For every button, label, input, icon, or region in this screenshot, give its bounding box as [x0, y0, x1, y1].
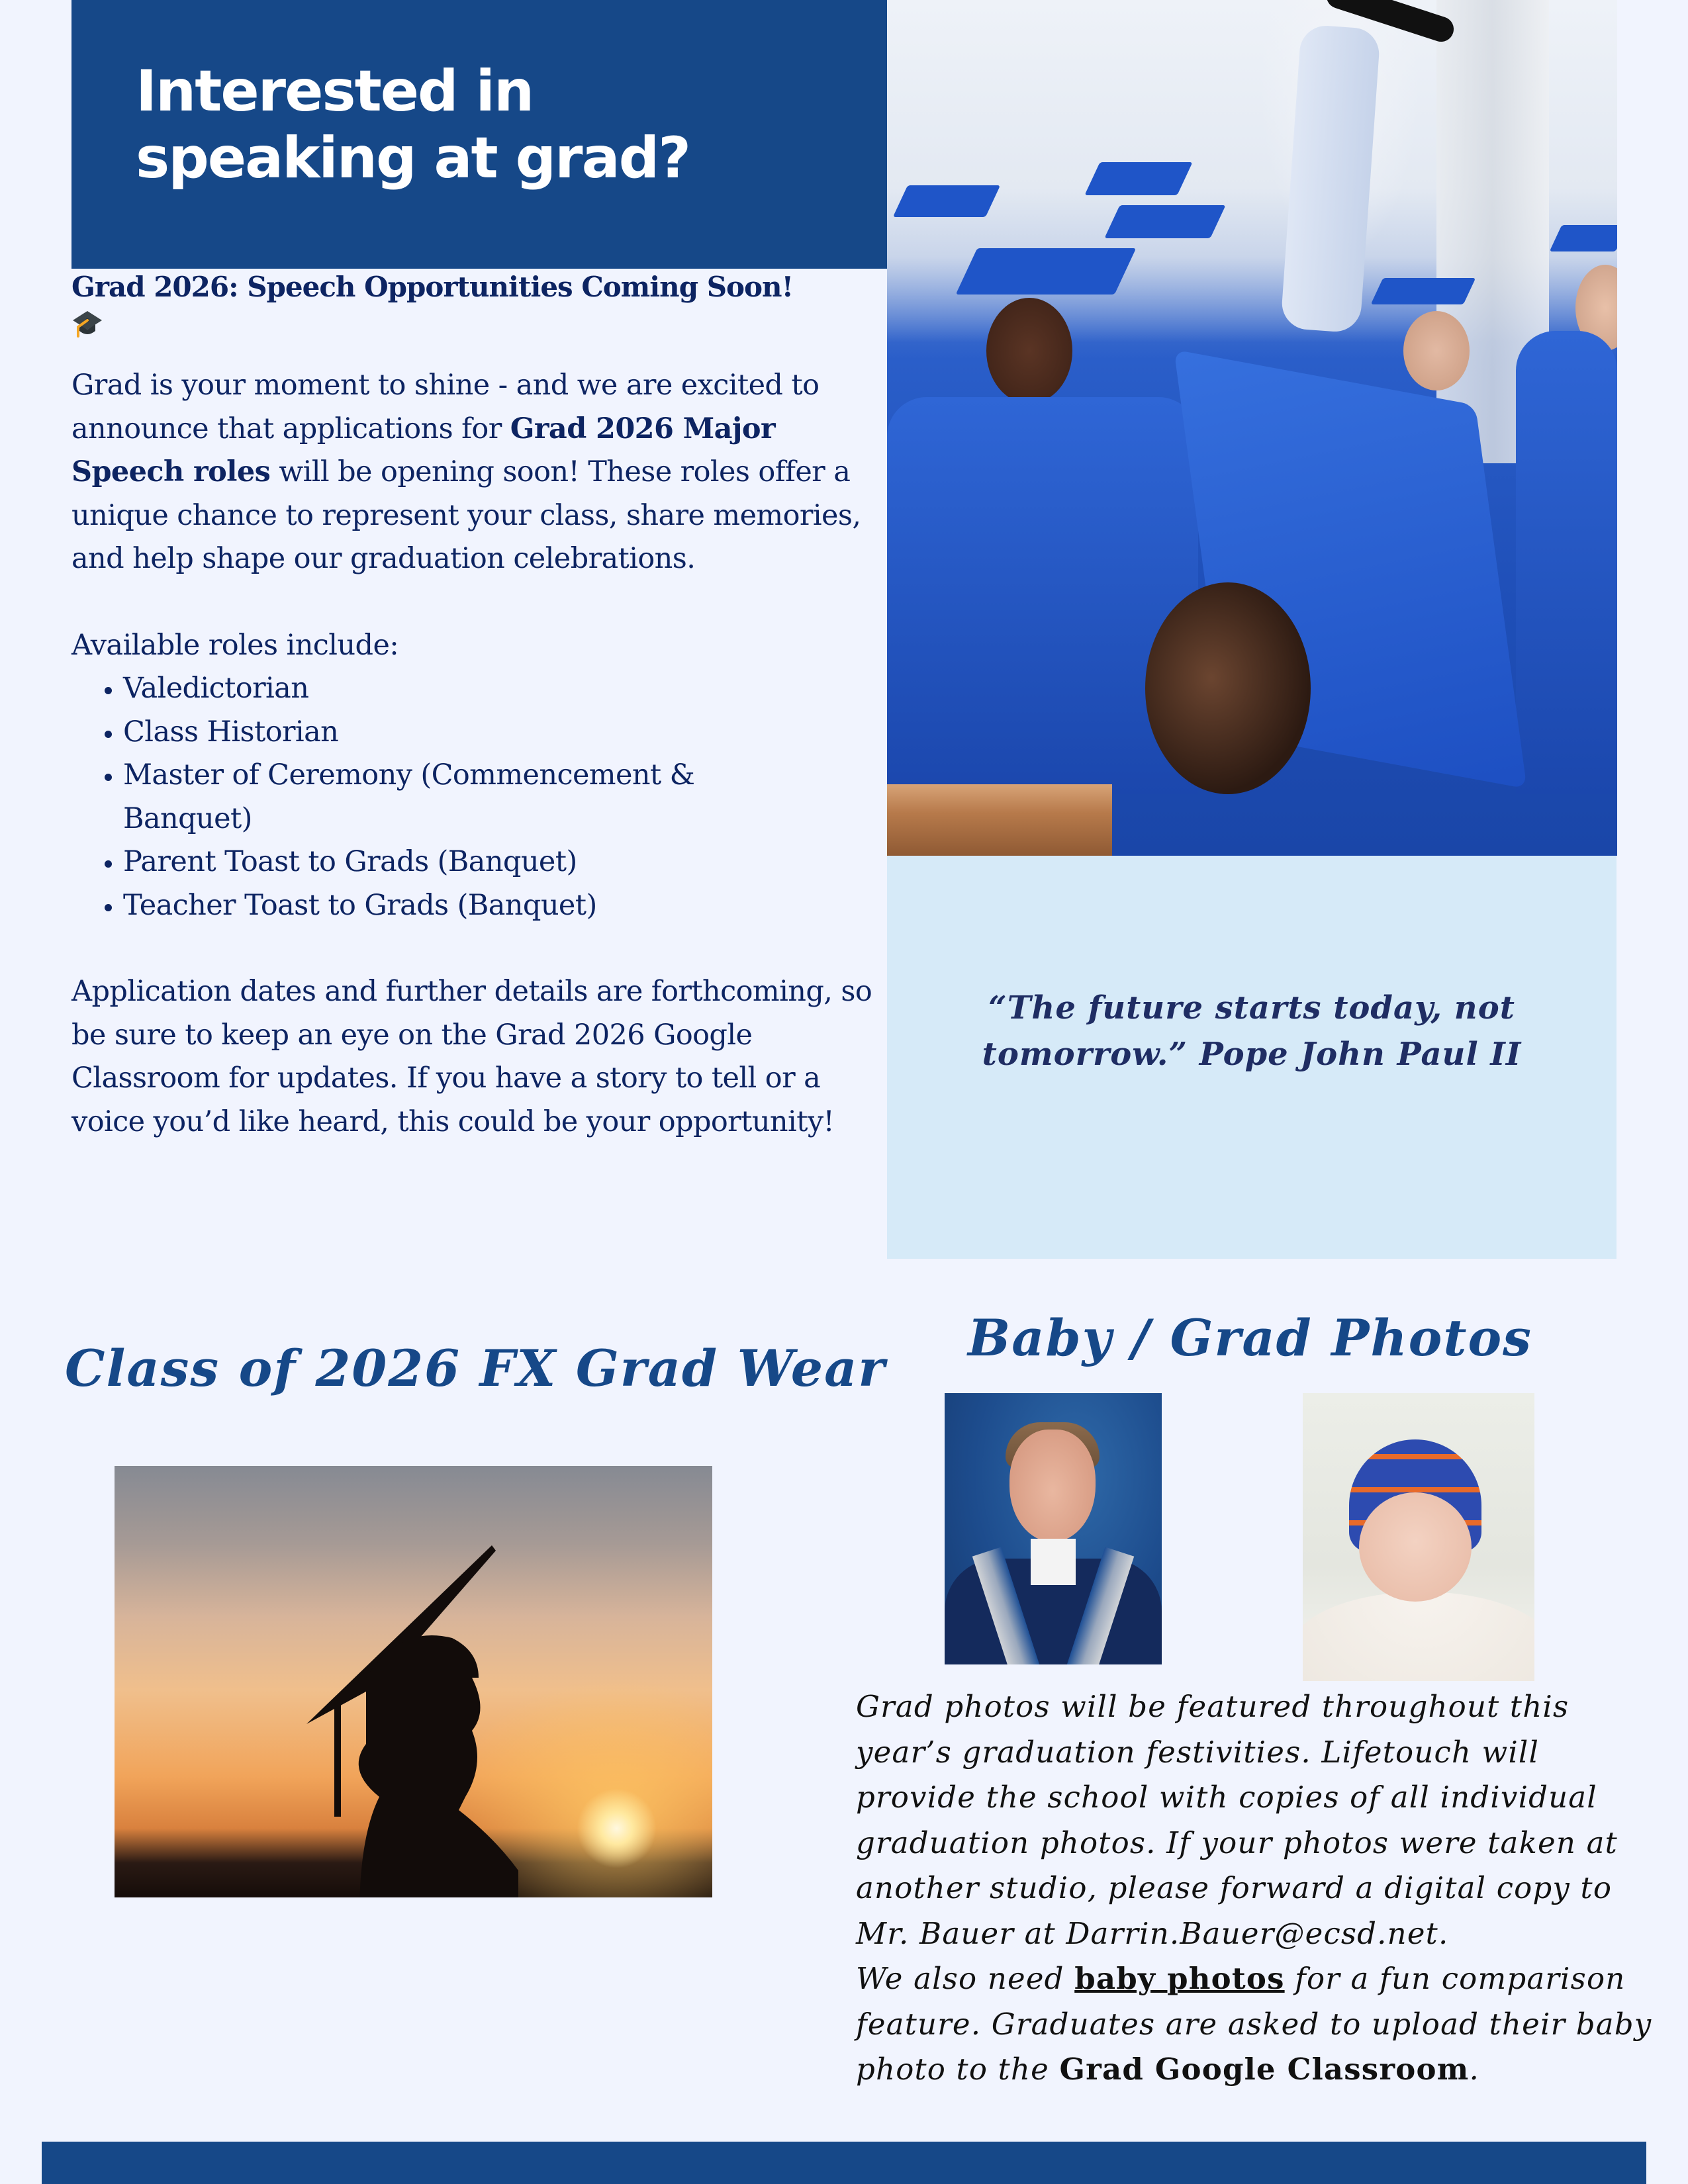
grad-wear-heading: Class of 2026 FX Grad Wear: [65, 1339, 886, 1398]
grad-classroom-bold: Grad Google Classroom: [1059, 2052, 1470, 2087]
spacer: [71, 927, 876, 970]
roles-intro: Available roles include:: [71, 628, 399, 662]
spacer: [71, 340, 876, 364]
intro-text-2: will be opening soon! These roles offer a unique chance to represent your class, share memories, and help shape our graduation celebrations.: [71, 455, 861, 575]
role-item: • Parent Toast to Grads (Banquet): [123, 841, 876, 884]
quote-line-1: “The future starts today, not: [988, 989, 1515, 1026]
role-item: • Valedictorian: [123, 667, 876, 711]
closing-paragraph: Application dates and further details are forthcoming, so be sure to keep an eye on the Grad 2026 Google Classroom for updates. If you have a story to tell or a voice you’d like heard, this could be your opportunity!: [71, 975, 872, 1138]
intro-paragraph: [71, 364, 876, 581]
graduates-celebrating-photo: [887, 0, 1617, 856]
baby-photos-link[interactable]: baby photos: [1074, 1961, 1285, 1996]
speech-subheading: Grad 2026: Speech Opportunities Coming Soon!: [71, 271, 794, 303]
photos-text-1: We also need: [856, 1961, 1075, 1996]
roles-list: [71, 667, 876, 927]
title-line-2: speaking at grad?: [136, 125, 690, 191]
photos-paragraph-2: [856, 1956, 1664, 2093]
speech-opportunities-section: [71, 267, 876, 1144]
quote-line-2: tomorrow.” Pope John Paul II: [982, 1035, 1522, 1073]
grad-portrait-photo: [945, 1393, 1162, 1664]
title-line-1: Interested in: [136, 58, 534, 124]
photos-heading: Baby / Grad Photos: [968, 1308, 1532, 1367]
graduate-silhouette-sunset-photo: [115, 1466, 712, 1897]
page-title: [136, 58, 690, 192]
role-item: • Teacher Toast to Grads (Banquet): [123, 884, 876, 928]
photos-description: [856, 1684, 1664, 2093]
quote-box: [887, 856, 1617, 1259]
intro-bold: Grad 2026 Major Speech roles: [71, 412, 776, 488]
photos-paragraph-1: Grad photos will be featured throughout this year’s graduation festivities. Lifetouch will provide the school with copies of all individual graduation photos. If your photos were taken at another studio, please forward a digital copy to Mr. Bauer at Darrin.Bauer@ecsd.net.: [856, 1689, 1618, 1951]
footer-bar: [42, 2142, 1646, 2184]
spacer: [71, 581, 876, 624]
role-item: • Class Historian: [123, 711, 876, 754]
intro-text-1: Grad is your moment to shine - and we are excited to announce that applications for: [71, 369, 820, 445]
baby-photo: [1303, 1393, 1534, 1681]
photos-text-2: for a fun comparison feature. Graduates are asked to upload their baby photo to the: [856, 1961, 1652, 2087]
photos-text-3: .: [1469, 2052, 1480, 2087]
graduation-cap-icon: [71, 308, 103, 340]
title-banner: [71, 0, 887, 269]
quote-text: [982, 985, 1522, 1077]
role-item: • Master of Ceremony (Commencement & Banquet): [123, 754, 876, 841]
